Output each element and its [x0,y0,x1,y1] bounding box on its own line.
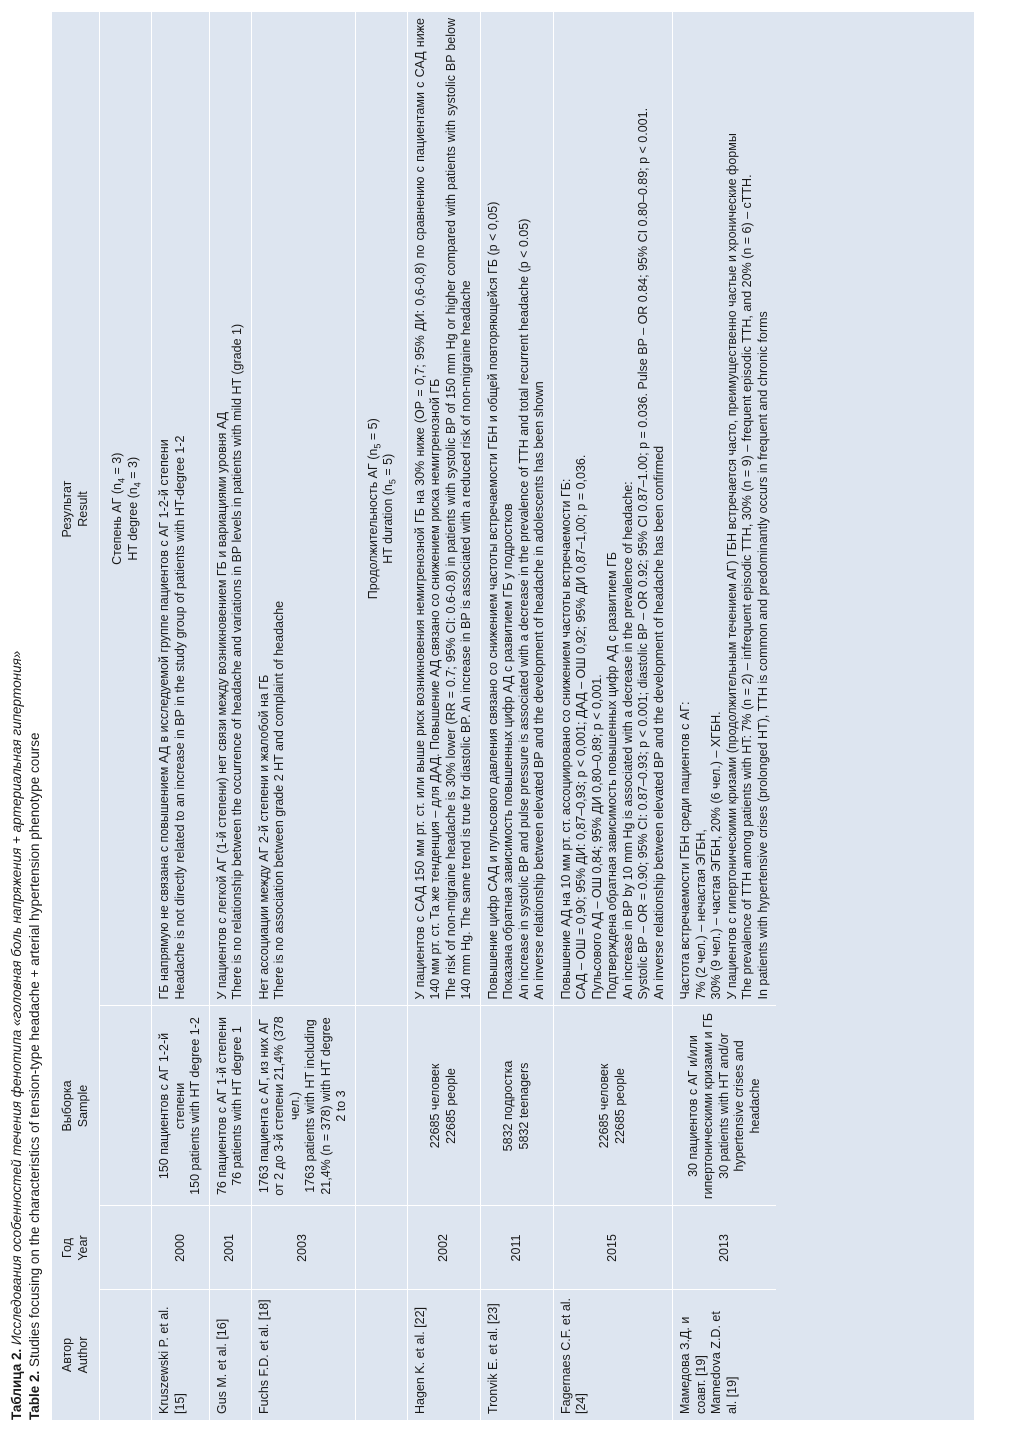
table-row [209,12,251,1420]
cell-year: 2001 [209,1206,251,1290]
table-caption [8,651,44,1420]
section-duration-label: Продолжительность АГ $(n_5 = 5)$ HT duration $(n_5 = 5)$ [355,12,407,1006]
cell-author: Gus M. et al. [16] [209,1290,251,1420]
cell-result: У пациентов с легкой АГ (1-й степени) нет связи между возникновением ГБ и вариациями уровня АД There is no relationship between the occurrence of headache and variations in BP levels in patients with mild HT (grade 1) [209,12,251,1006]
cell-result: Повышение цифр САД и пульсового давления связано со снижением частоты встречаемости ГБН и общей повторяющейся ГБ (p < 0,05) Показана обратная зависимость повышенных цифр АД с развитием ГБ у подростков An increase in systolic BP and pulse pressure is associated with a decrease in the prevalence of TTH and total recurrent headache (p < 0.05) An inverse relationship between elevated BP and the development of headache in adolescents has been shown [480,12,553,1006]
table-row [407,12,480,1420]
header-author: Автор Author [52,1290,100,1420]
section-row-degree [100,12,152,1420]
cell-year: 2015 [553,1206,673,1290]
cell-sample: 30 пациентов с АГ и/или гипертоническими кризами и ГБ 30 patients with HT and/or hypertensive crises and headache [673,1006,777,1206]
caption-ru-text: Исследования особенностей течения фенотипа «головная боль напряжения + артериальная гипертония» [9,650,24,1345]
cell-result: ГБ напрямую не связана с повышением АД в исследуемой группе пациентов с АГ 1-2-й степени Headache is not directly related to an increase in BP in the study group of patients with HT-degree 1-2 [152,12,210,1006]
cell-author: Kruszewski P. et al. [15] [152,1290,210,1420]
cell-author: Fagernaes C.F. et al. [24] [553,1290,673,1420]
cell-year: 2011 [480,1206,553,1290]
header-year: Год Year [52,1206,100,1290]
table-row [553,12,673,1420]
cell-sample: 1763 пациента с АГ, из них АГ от 2 до 3-й степени 21,4% (378 чел.) 1763 patients with HT including 21,4% (n = 378) with HT degree 2 to 3 [251,1006,355,1206]
cell-result: Повышение АД на 10 мм рт. ст. ассоциировано со снижением частоты встречаемости ГБ: САД – ОШ = 0,90; 95% ДИ: 0,87–0,93; p < 0,001; ДАД – ОШ 0,92; 95% ДИ 0,87–1,00; p = 0,036. Пульсового АД – ОШ 0,84; 95% ДИ 0,80–0,89; p < 0,001. Подтверждена обратная зависимость повышенных цифр АД с развитием ГБ An increase in BP by 10 mm Hg is associated with a decrease in the prevalence of headache: Systolic BP – OR = 0.90; 95% CI: 0.87–0.93; p < 0.001; diastolic BP – OR 0.92; 95% CI 0.87–1.00; p = 0.036. Pulse BP – OR 0.84; 95% CI 0.80–0.89; p < 0.001. An inverse relationship between elevated BP and the development of headache has been confirmed [553,12,673,1006]
cell-sample: 22685 человек 22685 people [553,1006,673,1206]
cell-result: Частота встречаемости ГБН среди пациентов с АГ: 7% (2 чел.) – нечастая ЭГБН, 30% (9 чел.) – частая ЭГБН, 20% (6 чел.) – ХГБН. У пациентов с гипертоническими кризами (продолжительным течением АГ) ГБН встречается часто, преимущественно частые и хронические формы The prevalence of TTH among patients with HT: 7% (n = 2) – infrequent episodic TTH, 30% (n = 9) – frequent episodic TTH, and 20% (n = 6) – cTTH. In patients with hypertensive crises (prolonged HT), TTH is common and predominantly occurs in frequent and chronic forms [673,12,777,1006]
table-row [673,12,777,1420]
caption-ru [8,651,26,1420]
cell-year: 2002 [407,1206,480,1290]
cell-author: Мамедова З.Д. и соавт. [19] Mamedova Z.D. et al. [19] [673,1290,777,1420]
cell-author: Fuchs F.D. et al. [18] [251,1290,355,1420]
cell-result: У пациентов с САД 150 мм рт. ст. или выше риск возникновения немигренозной ГБ на 30% ниже (ОР = 0,7; 95% ДИ: 0,6-0,8) по сравнению с пациентами с САД ниже 140 мм рт. ст. Та же тенденция – для ДАД. Повышение АД связано со снижением риска немигренозной ГБ The risk of non-migraine headache is 30% lower (RR = 0.7; 95% CI: 0.6-0.8) in patients with systolic BP of 150 mm Hg or higher compared with patients with systolic BP below 140 mm Hg. The same trend is true for diastolic BP. An increase in BP is associated with a reduced risk of non-migraine headache [407,12,480,1006]
table-row [480,12,553,1420]
studies-table-container [52,12,974,1420]
header-row [52,12,100,1420]
studies-table [52,12,776,1420]
cell-year: 2013 [673,1206,777,1290]
cell-author: Tronvik E. et al. [23] [480,1290,553,1420]
caption-ru-label: Таблица 2. [9,1348,24,1420]
cell-year: 2000 [152,1206,210,1290]
caption-en [26,651,44,1420]
cell-result: Нет ассоциации между АГ 2-й степени и жалобой на ГБ There is no association between grade 2 HT and complaint of headache [251,12,355,1006]
header-result: Результат Result [52,12,100,1006]
header-sample: Выборка Sample [52,1006,100,1206]
table-row [251,12,355,1420]
cell-sample: 76 пациентов с АГ 1-й степени 76 patients with HT degree 1 [209,1006,251,1206]
section-degree-label: Степень АГ $(n_4 = 3)$ HT degree $(n_4 = 3)$ [100,12,152,1006]
cell-sample: 5832 подростка 5832 teenagers [480,1006,553,1206]
cell-year: 2003 [251,1206,355,1290]
table-row [152,12,210,1420]
caption-en-label: Table 2. [27,1370,42,1420]
cell-sample: 150 пациентов с АГ 1-2-й степени 150 patients with HT degree 1-2 [152,1006,210,1206]
caption-en-text: Studies focusing on the characteristics of tension-type headache + arterial hypertension phenotype course [27,732,42,1367]
cell-sample: 22685 человек 22685 people [407,1006,480,1206]
section-row-duration [355,12,407,1420]
cell-author: Hagen K. et al. [22] [407,1290,480,1420]
